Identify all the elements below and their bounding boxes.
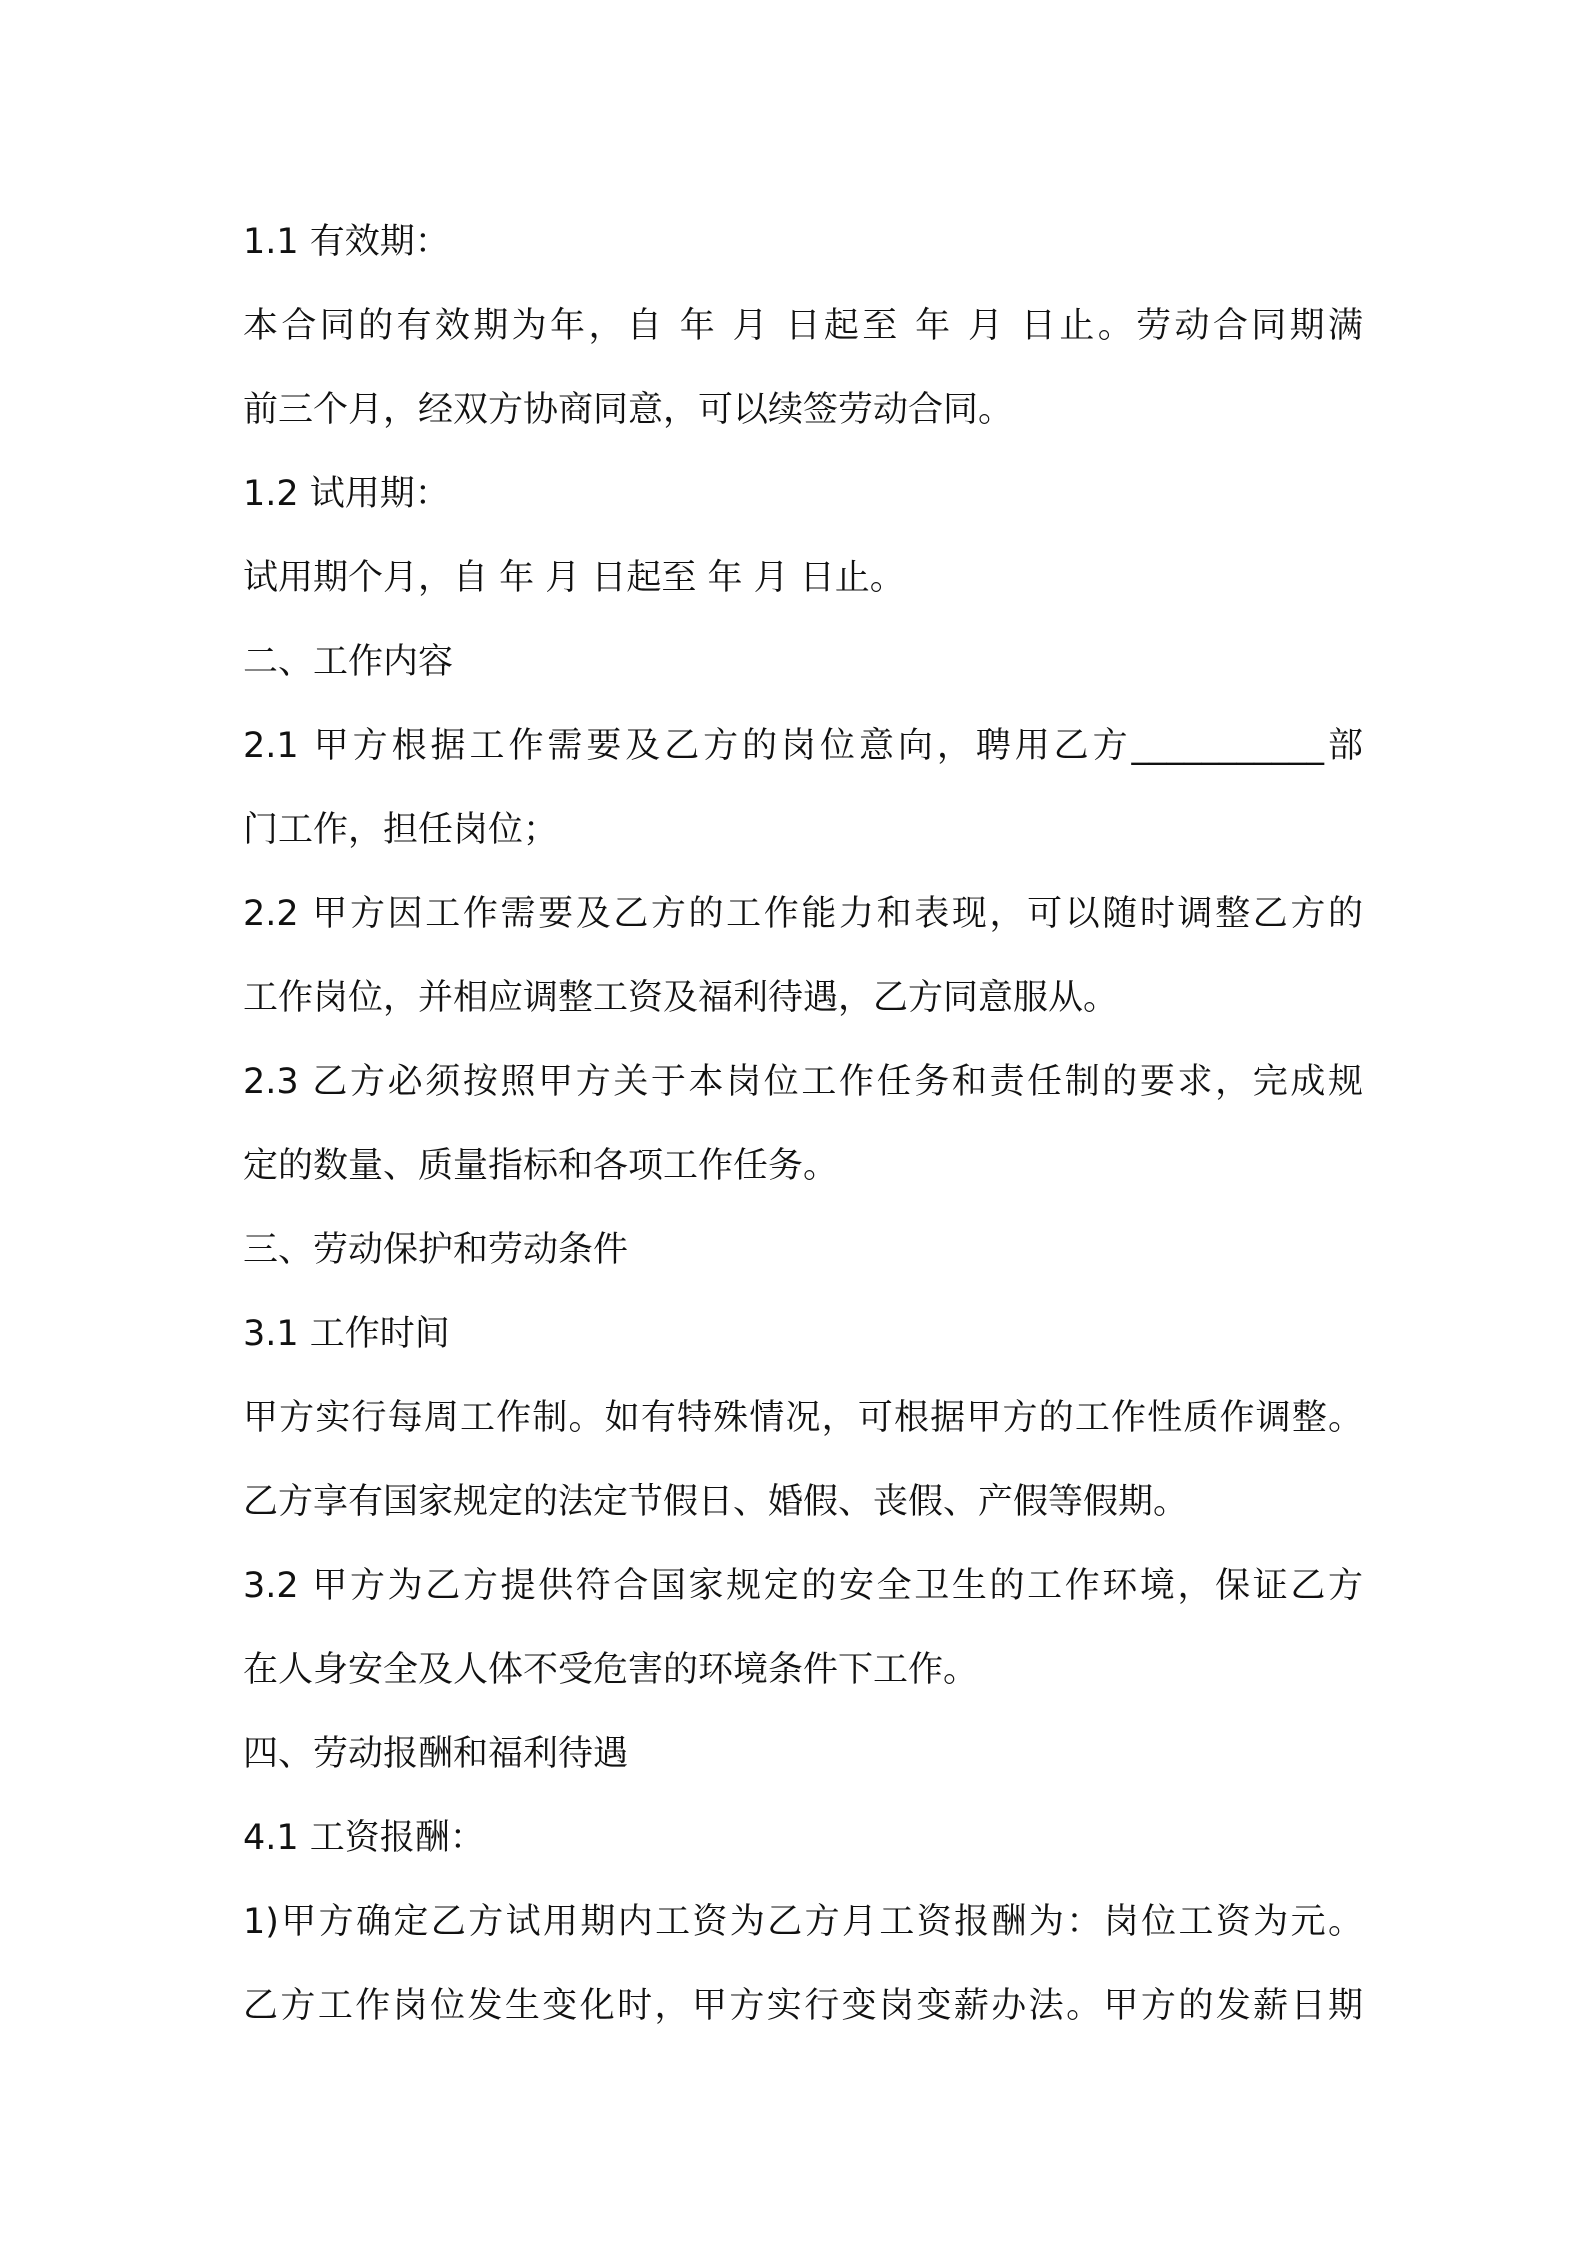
clause-1-1-text-line-2: 前三个月，经双方协商同意，可以续签劳动合同。 — [243, 390, 1014, 430]
clause-2-3-text-line-1: 2.3 乙方必须按照甲方关于本岗位工作任务和责任制的要求，完成规 — [243, 1062, 1363, 1102]
clause-3-1-text-line-1: 甲方实行每周工作制。如有特殊情况，可根据甲方的工作性质作调整。 — [243, 1398, 1363, 1438]
clause-2-2-text-line-1: 2.2 甲方因工作需要及乙方的工作能力和表现，可以随时调整乙方的 — [243, 894, 1363, 934]
clause-1-1-heading: 1.1 有效期： — [243, 222, 450, 262]
section-4-heading: 四、劳动报酬和福利待遇 — [243, 1734, 629, 1774]
clause-4-1-heading: 4.1 工资报酬： — [243, 1818, 485, 1858]
clause-1-2-text: 试用期个月，自 年 月 日起至 年 月 日止。 — [243, 558, 905, 598]
clause-2-3-text-line-2: 定的数量、质量指标和各项工作任务。 — [243, 1146, 839, 1186]
clause-4-1-text-line-2: 乙方工作岗位发生变化时，甲方实行变岗变薪办法。甲方的发薪日期 — [243, 1986, 1363, 2026]
clause-2-2-text-line-2: 工作岗位，并相应调整工资及福利待遇，乙方同意服从。 — [243, 978, 1119, 1018]
section-3-heading: 三、劳动保护和劳动条件 — [243, 1230, 629, 1270]
clause-3-2-text-line-1: 3.2 甲方为乙方提供符合国家规定的安全卫生的工作环境，保证乙方 — [243, 1566, 1363, 1606]
clause-3-1-heading: 3.1 工作时间 — [243, 1314, 450, 1354]
section-2-heading: 二、工作内容 — [243, 642, 454, 682]
clause-3-1-text-line-2: 乙方享有国家规定的法定节假日、婚假、丧假、产假等假期。 — [243, 1482, 1189, 1522]
clause-4-1-text-line-1: 1)甲方确定乙方试用期内工资为乙方月工资报酬为：岗位工资为元。 — [243, 1902, 1363, 1942]
clause-2-1-text-line-1: 2.1 甲方根据工作需要及乙方的岗位意向，聘用乙方___________部 — [243, 726, 1363, 766]
clause-1-2-heading: 1.2 试用期： — [243, 474, 450, 514]
document-body — [243, 200, 1363, 2048]
clause-3-2-text-line-2: 在人身安全及人体不受危害的环境条件下工作。 — [243, 1650, 979, 1690]
clause-2-1-text-line-2: 门工作，担任岗位； — [243, 810, 559, 850]
clause-1-1-text-line-1: 本合同的有效期为年，自 年 月 日起至 年 月 日止。劳动合同期满 — [243, 306, 1363, 346]
